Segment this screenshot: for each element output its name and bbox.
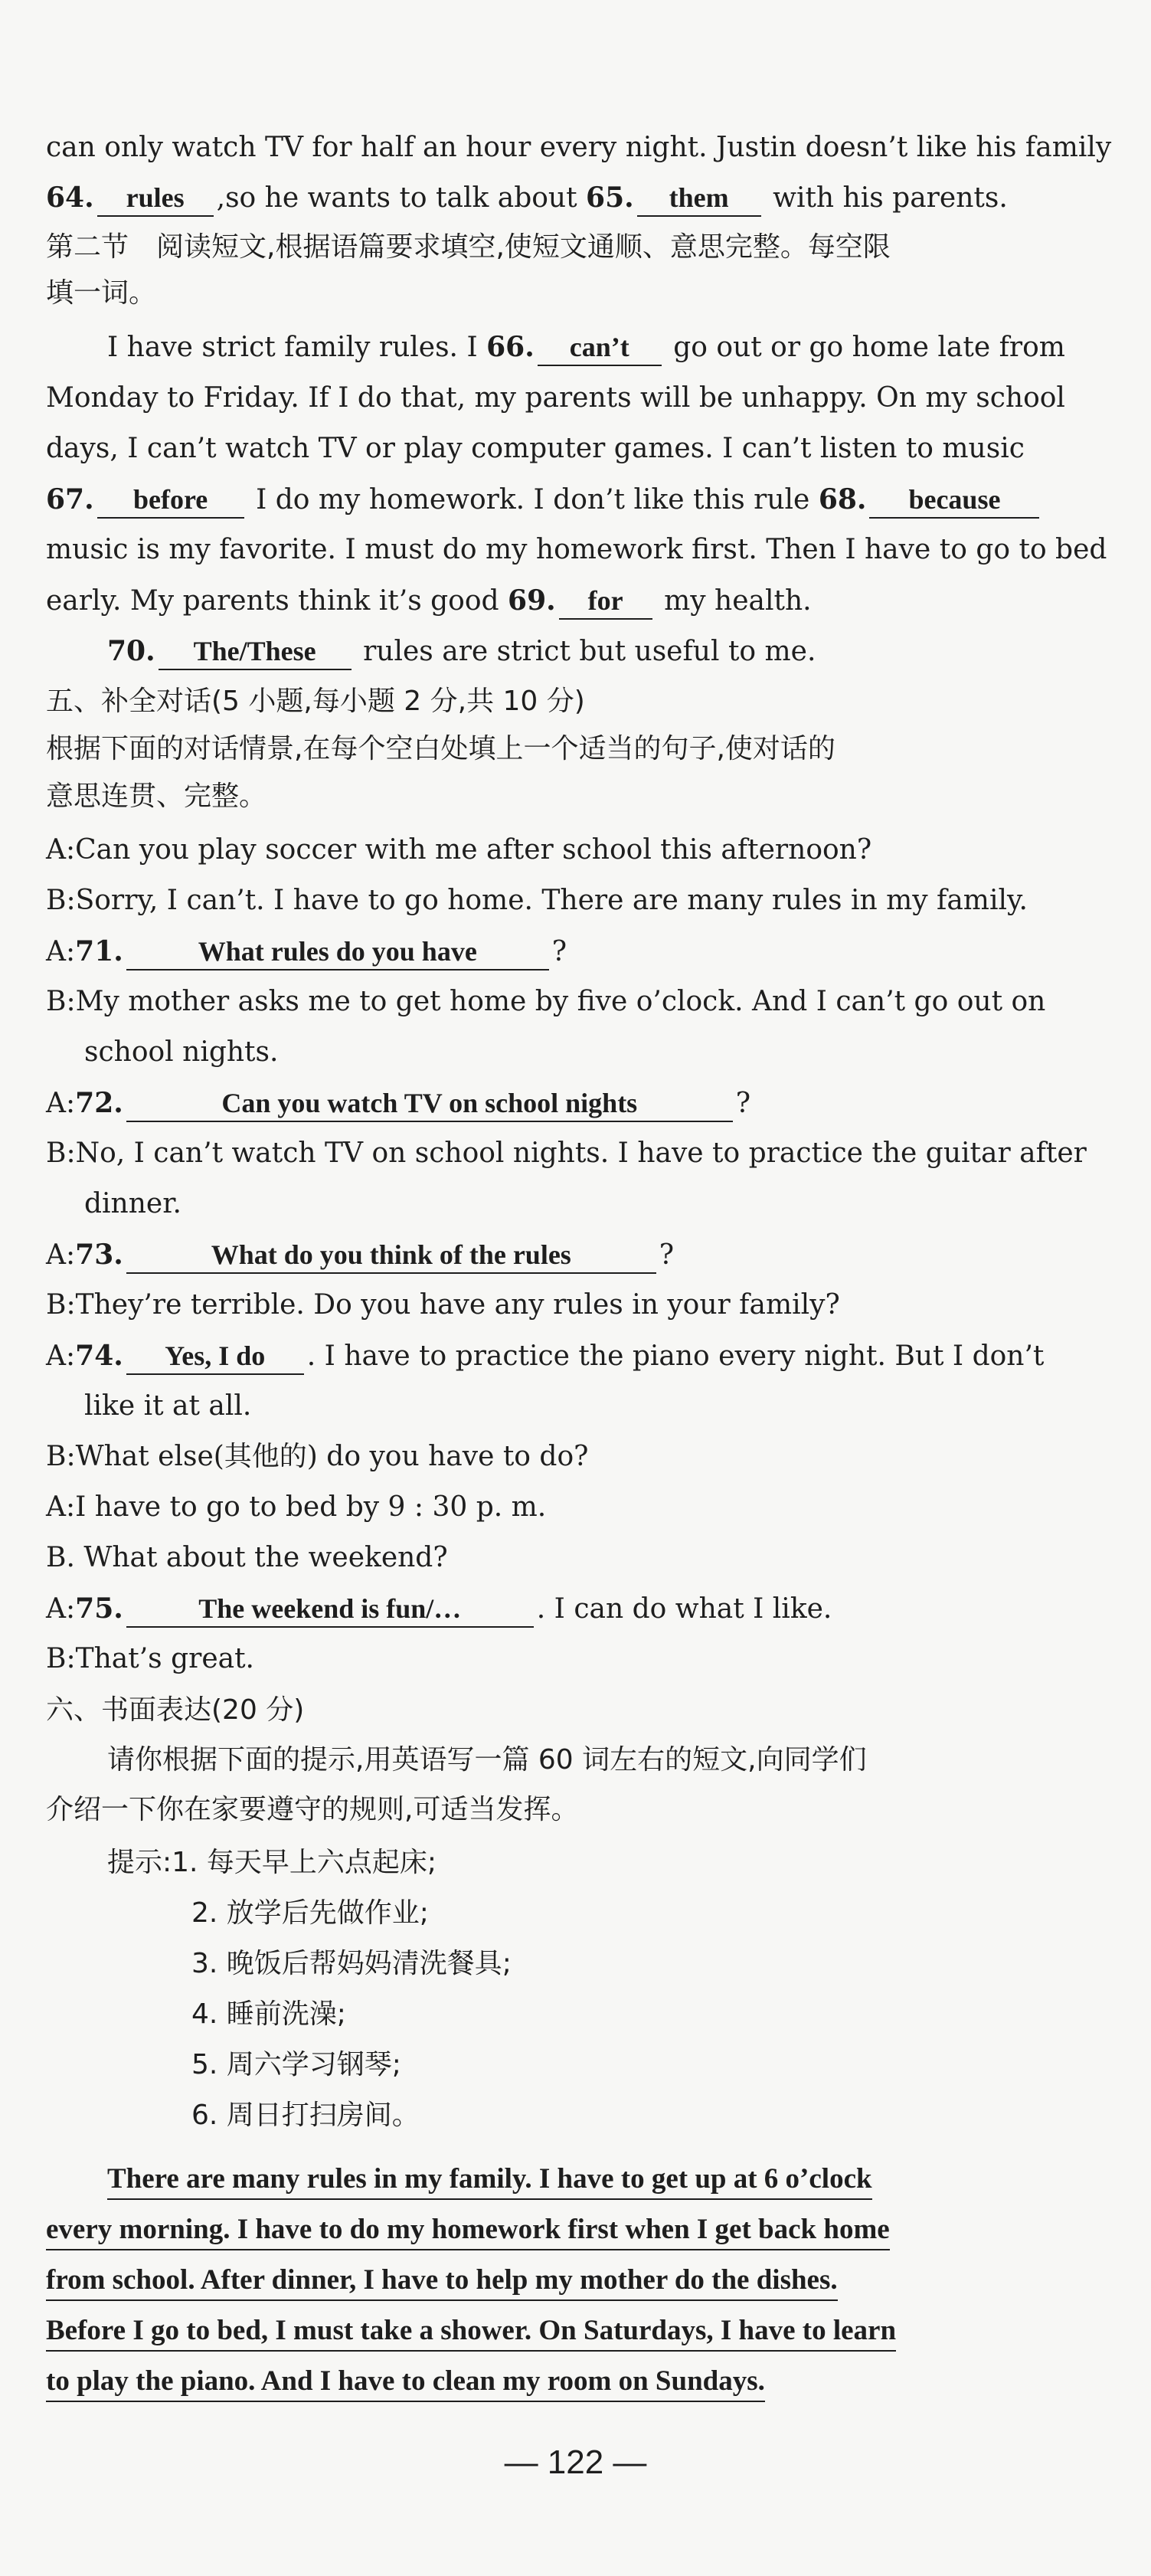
instruction-line: 意思连贯、完整。 [46,781,267,812]
answer-blank-66: can’t [538,329,662,366]
instruction-line: 根据下面的对话情景,在每个空白处填上一个适当的句子,使对话的 [46,733,835,764]
section-title: 第二节 阅读短文,根据语篇要求填空,使短文通顺、意思完整。每空限 [46,231,891,263]
text-line [46,529,1107,571]
dialogue-text: ? [551,936,567,967]
section-heading [46,1689,1041,1732]
section-heading [46,226,1041,269]
dialogue-line [46,1082,1041,1125]
question-number: 66. [486,331,535,363]
answer-blank-65: them [637,180,761,217]
text-line [46,176,1041,220]
answer-blank-74: Yes, I do [126,1338,304,1375]
dialogue-line [46,1435,1041,1478]
dialogue-text: A:Can you play soccer with me after school this afternoon? [46,834,872,866]
dialogue-line [46,1486,1041,1529]
answer-blank-73: What do you think of the rules [126,1237,656,1274]
instruction-text [46,728,1041,771]
dialogue-text: . I have to practice the piano every night. But I don’t [306,1340,1045,1372]
dialogue-line [46,1233,1041,1277]
dialogue-text: like it at all. [84,1390,252,1422]
question-number: 73. [75,1239,123,1271]
dialogue-text: ? [735,1088,751,1119]
essay-line [46,2154,1049,2204]
passage-text: go out or go home late from [673,332,1065,363]
question-number: 69. [508,584,556,617]
section-title: 填一词。 [46,277,157,309]
passage-text: I have strict family rules. I [107,332,478,363]
text-line [107,630,1103,673]
passage-text: I do my homework. I don’t like this rule [256,484,810,516]
dialogue-text: B:Sorry, I can’t. I have to go home. There are many rules in my family. [46,885,1028,916]
text-line [46,377,1065,420]
section-title: 五、补全对话(5 小题,每小题 2 分,共 10 分) [46,686,585,717]
question-number: 70. [107,635,155,667]
essay-line [46,2306,1049,2356]
essay-line [46,2356,1049,2407]
hint-text: 3. 晚饭后帮妈妈清洗餐具; [191,1948,512,1979]
hint-text: 4. 睡前洗澡; [191,1998,346,2030]
hint-text: 提示:1. 每天早上六点起床; [107,1847,437,1878]
hint-item [191,2094,1151,2137]
dialogue-line [46,1132,1087,1175]
answer-blank-69: for [559,583,652,620]
dialogue-line [46,980,1046,1023]
speaker-label: A: [46,936,76,967]
section-title: 六、书面表达(20 分) [46,1694,305,1726]
passage-text: can only watch TV for half an hour every night. Justin doesn’t like his family [46,132,1112,163]
essay-text: Before I go to bed, I must take a shower. On Saturdays, I have to learn [46,2312,896,2352]
dialogue-text: A:I have to go to bed by 9 : 30 p. m. [46,1491,547,1523]
text-line [46,478,1041,522]
dialogue-line [46,930,1041,974]
dialogue-line [46,1587,1041,1631]
speaker-label: A: [46,1088,76,1119]
dialogue-text: B. What about the weekend? [46,1542,448,1573]
instruction-text [46,775,1041,818]
essay-line [46,2255,1049,2306]
dialogue-line [46,1537,1041,1579]
page-number: — 122 — [504,2443,647,2481]
question-number: 67. [46,483,94,516]
passage-text: ,so he wants to talk about [216,182,577,214]
question-number: 74. [75,1340,123,1372]
dialogue-text: school nights. [84,1036,279,1068]
dialogue-line [84,1385,1080,1428]
text-line [107,326,1103,369]
question-number: 65. [586,182,634,214]
hint-item [107,1841,1103,1884]
hint-item [191,2044,1151,2087]
hint-item [191,1993,1151,2036]
speaker-label: A: [46,1340,76,1372]
dialogue-line [46,1638,1041,1681]
answer-blank-68: because [869,482,1039,519]
essay-text: from school. After dinner, I have to help my mother do the dishes. [46,2261,838,2301]
answer-blank-64: rules [97,180,214,217]
instruction-line: 介绍一下你在家要遵守的规则,可适当发挥。 [46,1794,579,1825]
dialogue-text: B:My mother asks me to get home by five o’clock. And I can’t go out on [46,986,1046,1017]
dialogue-line [84,1183,1080,1226]
passage-text: music is my favorite. I must do my homework first. Then I have to go to bed [46,534,1107,565]
hint-text: 6. 周日打扫房间。 [191,2100,420,2131]
hint-item [191,1943,1151,1985]
dialogue-text: . I can do what I like. [536,1593,832,1625]
passage-text: Monday to Friday. If I do that, my parents will be unhappy. On my school [46,382,1065,414]
passage-text: early. My parents think it’s good [46,585,499,617]
dialogue-line [46,829,1041,872]
dialogue-text: B:What else(其他的) do you have to do? [46,1441,589,1472]
dialogue-text: dinner. [84,1188,181,1219]
question-number: 64. [46,182,94,214]
question-number: 71. [75,935,123,967]
hint-text: 5. 周六学习钢琴; [191,2049,401,2080]
hint-text: 2. 放学后先做作业; [191,1897,429,1929]
text-line [46,427,1041,470]
instruction-text [107,1739,1103,1782]
answer-blank-67: before [97,482,244,519]
dialogue-line [46,879,1041,922]
essay-text: There are many rules in my family. I have to get up at 6 o’clock [107,2160,872,2200]
answer-blank-75: The weekend is fun/… [126,1591,534,1628]
hint-item [191,1892,1151,1935]
dialogue-line [46,1334,1045,1378]
essay-line [46,2204,1049,2255]
section-heading [46,680,1041,723]
dialogue-line [84,1031,1080,1074]
question-number: 72. [75,1087,123,1119]
dialogue-text: ? [659,1239,675,1271]
dialogue-line [46,1284,1041,1327]
answer-blank-70: The/These [159,633,352,670]
passage-text: days, I can’t watch TV or play computer games. I can’t listen to music [46,433,1025,464]
instruction-text [46,1789,1041,1831]
question-number: 68. [818,483,867,516]
text-line [46,579,1041,623]
section-heading [46,272,1041,315]
passage-text: my health. [664,585,812,617]
essay-text: every morning. I have to do my homework first when I get back home [46,2211,890,2250]
dialogue-text: B:They’re terrible. Do you have any rules in your family? [46,1289,840,1321]
dialogue-text: B:That’s great. [46,1643,255,1674]
instruction-line: 请你根据下面的提示,用英语写一篇 60 词左右的短文,向同学们 [107,1744,867,1776]
question-number: 75. [75,1592,123,1625]
essay-text: to play the piano. And I have to clean my room on Sundays. [46,2362,765,2402]
passage-text: with his parents. [773,182,1008,214]
speaker-label: A: [46,1593,76,1625]
text-line [46,126,1112,169]
dialogue-text: B:No, I can’t watch TV on school nights. I have to practice the guitar after [46,1137,1087,1169]
answer-blank-72: Can you watch TV on school nights [126,1085,733,1122]
passage-text: rules are strict but useful to me. [363,636,816,667]
speaker-label: A: [46,1239,76,1271]
answer-blank-71: What rules do you have [126,934,549,971]
